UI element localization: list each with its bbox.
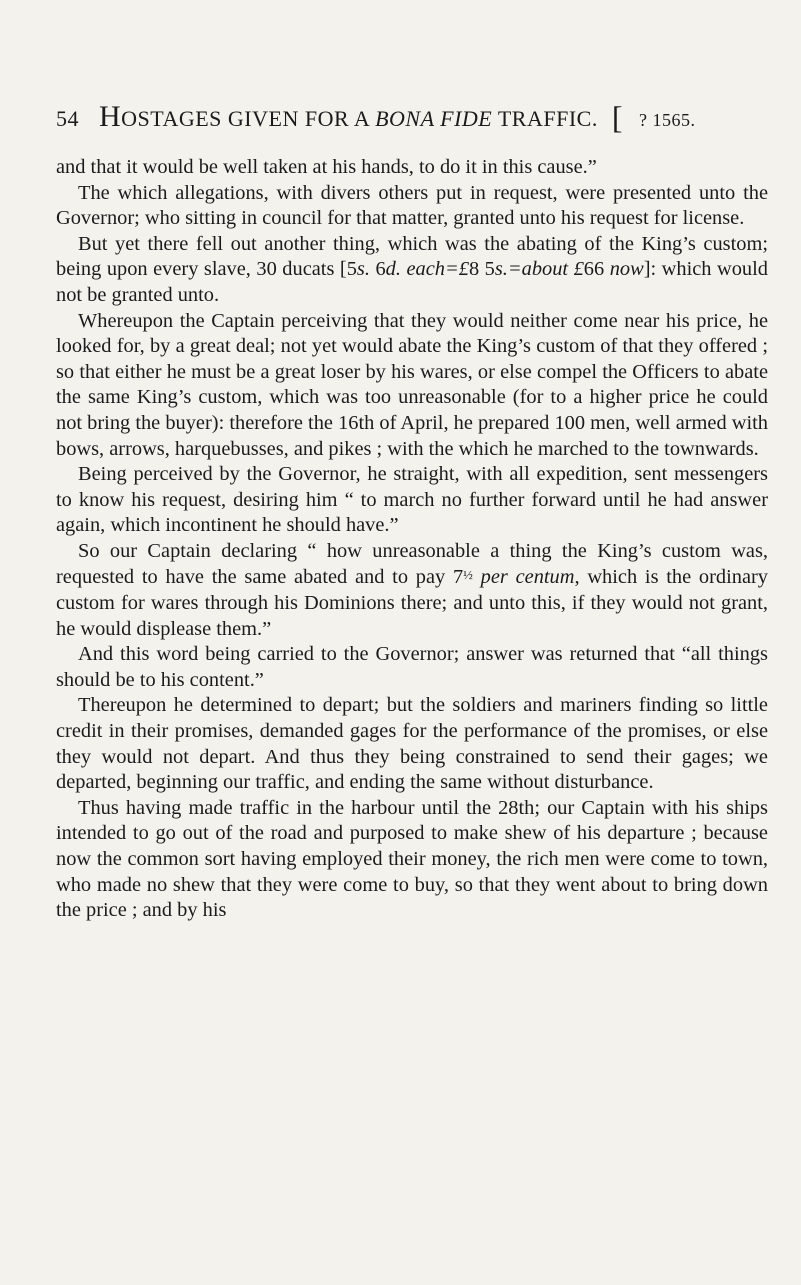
- paragraph-text: Whereupon the Captain perceiving that they would neither come near his price, he looked for, by a great deal; not yet would abate the King’s custom of that they offered ; so that either he must be a great loser by his wares, or else compel the Officers to abate the same King’s custom, which was too unreasonable (for to a higher price he could not bring the buyer): therefore the 16th of April, he prepared 100 men, well armed with bows, arrows, harquebusses, and pikes ; with the which he marched to the townwards.: [56, 309, 768, 460]
- italic-text: per centum: [472, 565, 575, 588]
- paragraph-1: [56, 155, 768, 181]
- paragraph-text: , which is the ordinary custom for wares through his Dominions there; and unto this, if they would not grant, he would displease them.”: [56, 565, 768, 640]
- paragraph-text: But yet there fell out another thing, which was the abating of the King’s custom; being upon every slave, 30 ducats [5: [56, 232, 768, 281]
- paragraph-text: and that it would be well taken at his hands, to do it in this cause.”: [56, 156, 597, 178]
- paragraph-2: [56, 181, 768, 232]
- paragraph-text: And this word being carried to the Governor; answer was returned that “all things should be to his content.”: [56, 643, 768, 691]
- paragraph-text: 8 5: [468, 258, 495, 281]
- title-part-2: TRAFFIC.: [492, 106, 598, 131]
- paragraph-text: The which allegations, with divers others put in request, were presented unto the Governor; who sitting in council for that matter, granted unto his request for license.: [56, 181, 768, 230]
- italic-text: s.=about £: [494, 258, 584, 281]
- title-initial: H: [99, 100, 122, 133]
- running-header: [56, 97, 776, 141]
- paragraph-text: 66: [583, 258, 610, 281]
- title-part-1: OSTAGES GIVEN FOR A: [121, 106, 376, 131]
- paragraph-3: [56, 232, 768, 309]
- paragraph-8: [56, 693, 768, 795]
- paragraph-5: [56, 462, 768, 539]
- paragraph-text: Thus having made traffic in the harbour until the 28th; our Captain with his ships intended to go out of the road and purposed to make shew of his departure ; because now the common sort having employed their money, the rich men were come to town, who made no shew that they were come to buy, so that they went about to bring down the price ; and by his: [56, 796, 768, 922]
- page-number: 54: [56, 106, 79, 131]
- paragraph-text: So our Captain declaring “ how unreasonable a thing the King’s custom was, requested to have the same abated and to pay 7: [56, 539, 768, 588]
- paragraph-6: [56, 539, 768, 642]
- paragraph-4: [56, 309, 768, 463]
- title-italic: BONA FIDE: [375, 106, 493, 131]
- paragraph-text: Thereupon he determined to depart; but the soldiers and mariners finding so little credit in their promises, demanded gages for the performance of the promises, or else they would not depart. And thus they being constrained to send their gages; we departed, beginning our traffic, and ending the same without disturbance.: [56, 694, 768, 794]
- chapter-title: [99, 100, 598, 133]
- paragraph-text: ]: which would not be granted unto.: [56, 258, 768, 306]
- fraction: ½: [463, 566, 473, 582]
- header-bracket: [: [611, 99, 623, 135]
- body-text: [56, 155, 768, 924]
- italic-text: s.: [356, 258, 370, 281]
- paragraph-text: Being perceived by the Governor, he straight, with all expedition, sent messengers to know his request, desiring him “ to march no further forward until he had answer again, which incontinent he should have.”: [56, 463, 768, 537]
- date-reference: ? 1565.: [638, 110, 696, 130]
- paragraph-text: 6: [369, 258, 386, 281]
- italic-text: d. each=£: [385, 258, 469, 281]
- paragraph-9: [56, 796, 768, 924]
- italic-text: now: [609, 258, 644, 281]
- paragraph-7: [56, 642, 768, 693]
